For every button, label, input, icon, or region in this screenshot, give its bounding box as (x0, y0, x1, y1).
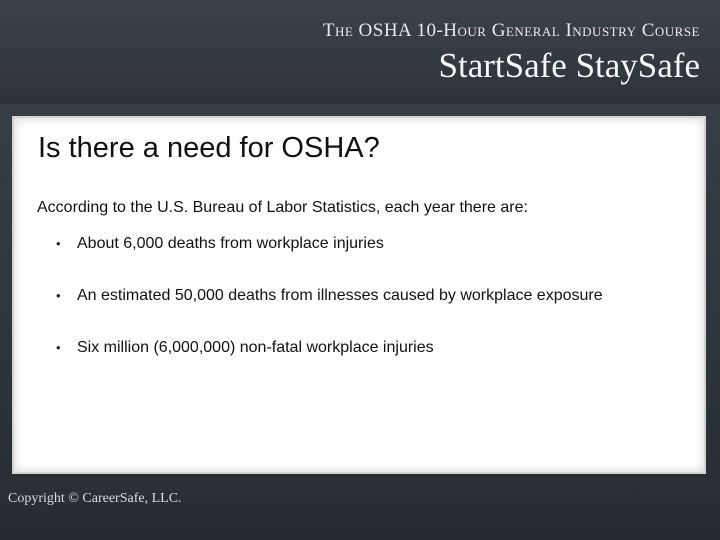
footer-bar (0, 478, 720, 540)
copyright-text: Copyright © CareerSafe, LLC. (8, 491, 182, 506)
slide-title: Is there a need for OSHA? (38, 132, 380, 164)
bullet-marker: • (56, 288, 61, 303)
brand-logo-text: StartSafe StaySafe (438, 46, 700, 85)
bullet-text: About 6,000 deaths from workplace injuries (77, 235, 384, 252)
bullet-marker: • (56, 236, 61, 251)
bullet-marker: • (56, 340, 61, 355)
header-banner (0, 0, 720, 104)
course-title: The OSHA 10-Hour General Industry Course (322, 20, 700, 41)
bullet-text: Six million (6,000,000) non-fatal workplace injuries (77, 339, 434, 356)
bullet-item (56, 337, 656, 359)
bullet-text: An estimated 50,000 deaths from illnesses caused by workplace exposure (77, 287, 603, 304)
intro-text: According to the U.S. Bureau of Labor Statistics, each year there are: (37, 199, 528, 216)
bullet-item (56, 285, 656, 307)
bullet-item (56, 233, 656, 255)
content-panel (14, 118, 704, 472)
bullet-list (56, 233, 656, 359)
